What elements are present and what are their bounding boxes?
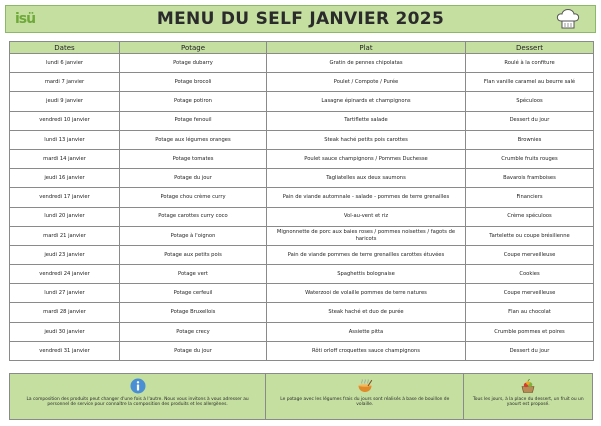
table-row — [10, 54, 594, 73]
dessert-cell: Crème spéculoos — [466, 207, 594, 226]
column-header-dessert: Dessert — [466, 42, 594, 54]
dessert-cell: Financiers — [466, 188, 594, 207]
dessert-cell: Brownies — [466, 130, 594, 149]
date-cell: mardi 28 janvier — [10, 303, 120, 322]
table-row — [10, 245, 594, 264]
dessert-cell: Roulé à la confiture — [466, 54, 594, 73]
potage-cell: Potage brocoli — [120, 73, 267, 92]
fruit-basket-icon — [520, 378, 536, 394]
date-cell: jeudi 16 janvier — [10, 169, 120, 188]
plat-cell: Rôti orloff croquettes sauce champignons — [267, 341, 466, 360]
potage-cell: Potage tomates — [120, 149, 267, 168]
plat-cell: Gratin de pennes chipolatas — [267, 54, 466, 73]
dessert-cell: Dessert du jour — [466, 341, 594, 360]
dessert-cell: Tartelette ou coupe brésilienne — [466, 226, 594, 245]
table-row — [10, 303, 594, 322]
footer-note-text: Le potage avec les légumes frais du jours sont réalisés à base de bouillon de volaille. — [280, 397, 450, 408]
potage-cell: Potage fenouil — [120, 111, 267, 130]
date-cell: jeudi 23 janvier — [10, 245, 120, 264]
date-cell: mardi 7 janvier — [10, 73, 120, 92]
table-row — [10, 322, 594, 341]
potage-cell: Potage chou crème curry — [120, 188, 267, 207]
date-cell: vendredi 31 janvier — [10, 341, 120, 360]
plat-cell: Pain de viande pommes de terre grenailles carottes étuvées — [267, 245, 466, 264]
potage-cell: Potage du jour — [120, 169, 267, 188]
menu-table — [9, 41, 594, 361]
table-row — [10, 188, 594, 207]
date-cell: lundi 13 janvier — [10, 130, 120, 149]
dessert-cell: Crumble fruits rouges — [466, 149, 594, 168]
table-row — [10, 284, 594, 303]
table-row — [10, 265, 594, 284]
potage-cell: Potage crecy — [120, 322, 267, 341]
column-header-dates: Dates — [10, 42, 120, 54]
date-cell: mardi 21 janvier — [10, 226, 120, 245]
footer-note-potage — [266, 374, 464, 419]
column-header-plat: Plat — [267, 42, 466, 54]
potage-cell: Potage dubarry — [120, 54, 267, 73]
date-cell: jeudi 9 janvier — [10, 92, 120, 111]
table-row — [10, 341, 594, 360]
date-cell: vendredi 17 janvier — [10, 188, 120, 207]
date-cell: lundi 27 janvier — [10, 284, 120, 303]
footer-notes — [9, 373, 593, 420]
potage-cell: Potage aux petits pois — [120, 245, 267, 264]
table-row — [10, 73, 594, 92]
column-header-potage: Potage — [120, 42, 267, 54]
dessert-cell: Cookies — [466, 265, 594, 284]
dessert-cell: Flan vanille caramel au beurre salé — [466, 73, 594, 92]
table-row — [10, 130, 594, 149]
potage-cell: Potage à l'oignon — [120, 226, 267, 245]
dessert-cell: Spéculoos — [466, 92, 594, 111]
date-cell: vendredi 24 janvier — [10, 265, 120, 284]
dessert-cell: Coupe merveilleuse — [466, 245, 594, 264]
plat-cell: Poulet / Compote / Purée — [267, 73, 466, 92]
info-icon — [130, 378, 146, 394]
table-row — [10, 226, 594, 245]
page-title: MENU DU SELF JANVIER 2025 — [156, 9, 445, 29]
dessert-cell: Crumble pommes et poires — [466, 322, 594, 341]
date-cell: mardi 14 janvier — [10, 149, 120, 168]
isu-logo: isü — [15, 11, 36, 27]
dessert-cell: Dessert du jour — [466, 111, 594, 130]
dessert-cell: Coupe merveilleuse — [466, 284, 594, 303]
potage-cell: Potage aux légumes oranges — [120, 130, 267, 149]
plat-cell: Waterzooi de volaille pommes de terre natures — [267, 284, 466, 303]
potage-cell: Potage carottes curry coco — [120, 207, 267, 226]
potage-cell: Potage cerfeuil — [120, 284, 267, 303]
plat-cell: Spaghettis bolognaise — [267, 265, 466, 284]
footer-note-text: Tous les jours, à la place du dessert, un fruit ou un yaourt est proposé. — [472, 397, 584, 408]
plat-cell: Tagliatelles aux deux saumons — [267, 169, 466, 188]
plat-cell: Poulet sauce champignons / Pommes Duchesse — [267, 149, 466, 168]
plat-cell: Vol-au-vent et riz — [267, 207, 466, 226]
plat-cell: Tartiflette salade — [267, 111, 466, 130]
table-row — [10, 207, 594, 226]
plat-cell: Steak haché et duo de purée — [267, 303, 466, 322]
date-cell: lundi 20 janvier — [10, 207, 120, 226]
plat-cell: Mignonnette de porc aux baies roses / pommes noisettes / fagots de haricots — [267, 226, 466, 245]
page-header — [5, 5, 596, 33]
plat-cell: Assiette pitta — [267, 322, 466, 341]
date-cell: vendredi 10 janvier — [10, 111, 120, 130]
dessert-cell: Bavarois framboises — [466, 169, 594, 188]
footer-note-text: La composition des produits peut changer d'une fois à l'autre. Nous vous invitons à vous adresser au personnel de service pour connaître la composition des produits et les allergènes. — [26, 397, 249, 408]
date-cell: lundi 6 janvier — [10, 54, 120, 73]
plat-cell: Steak haché petits pois carottes — [267, 130, 466, 149]
potage-cell: Potage potiron — [120, 92, 267, 111]
plat-cell: Lasagne épinards et champignons — [267, 92, 466, 111]
soup-bowl-icon — [357, 378, 373, 394]
footer-note-allergens — [10, 374, 266, 419]
dessert-cell: Flan au chocolat — [466, 303, 594, 322]
table-row — [10, 92, 594, 111]
table-header-row — [10, 42, 594, 54]
potage-cell: Potage du jour — [120, 341, 267, 360]
plat-cell: Pain de viande automnale - salade - pommes de terre grenailles — [267, 188, 466, 207]
potage-cell: Potage vert — [120, 265, 267, 284]
potage-cell: Potage Bruxellois — [120, 303, 267, 322]
table-row — [10, 169, 594, 188]
footer-note-fruit — [464, 374, 592, 419]
table-row — [10, 149, 594, 168]
date-cell: jeudi 30 janvier — [10, 322, 120, 341]
chef-hat-icon — [555, 7, 581, 31]
table-row — [10, 111, 594, 130]
